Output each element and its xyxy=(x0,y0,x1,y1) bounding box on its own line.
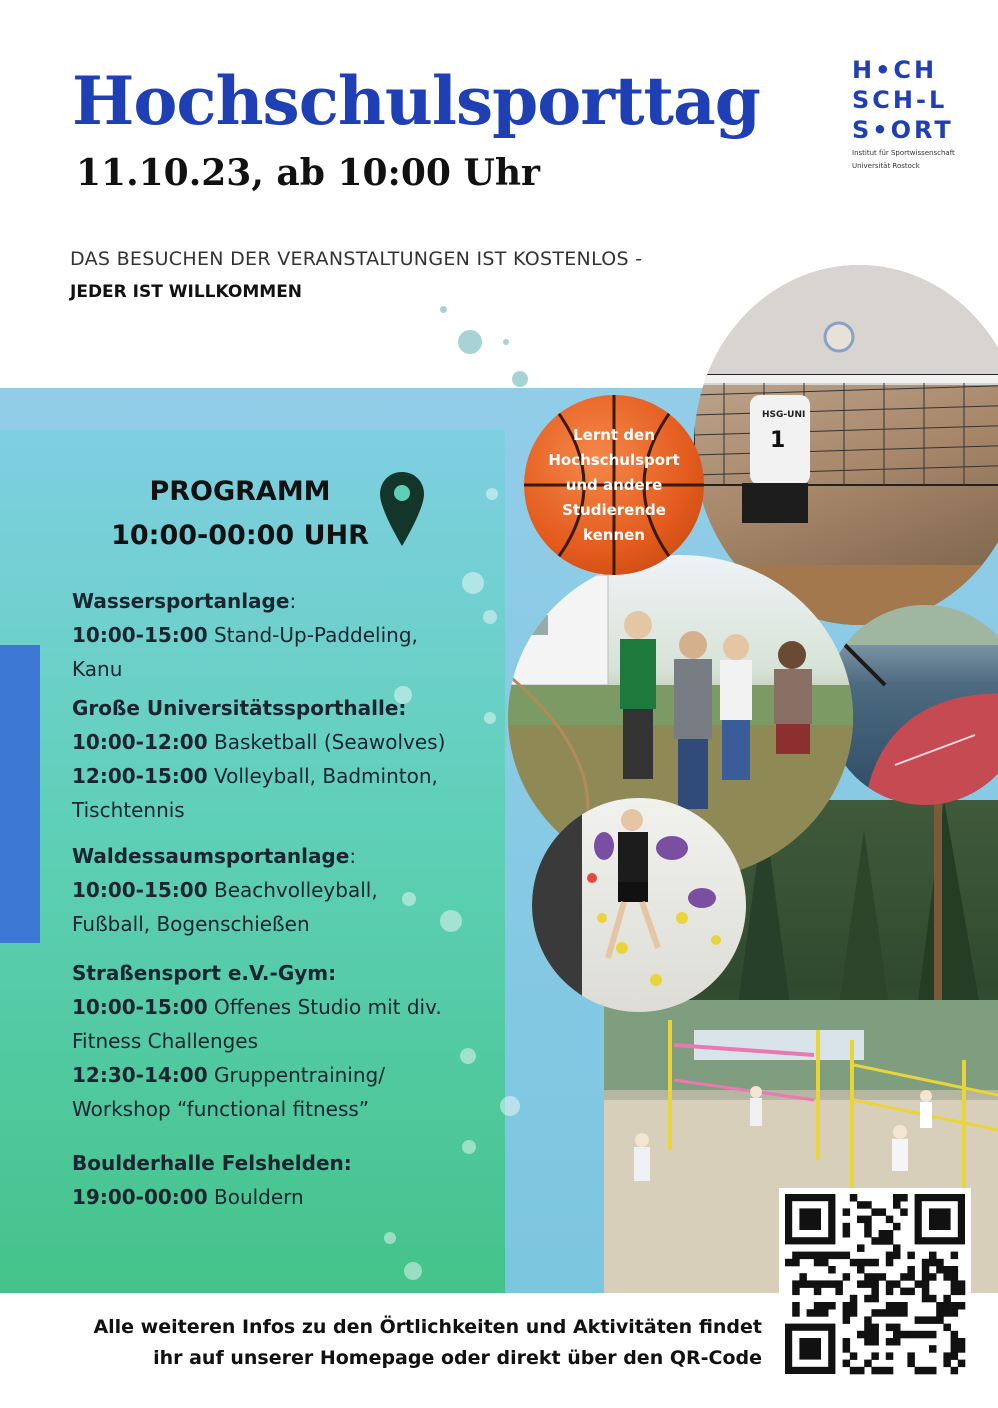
logo-line-1: H•CH xyxy=(852,56,938,84)
entry-time: 12:30-14:00 xyxy=(72,1063,208,1087)
decor-dot xyxy=(384,1232,396,1244)
jersey-number-text: 1 xyxy=(770,428,786,453)
location-suffix: : xyxy=(289,589,297,613)
bouldering-photo xyxy=(532,798,746,1012)
entry-time: 10:00-15:00 xyxy=(72,623,208,647)
schedule-boulderhalle xyxy=(72,1146,492,1214)
location-name: Boulderhalle Felshelden: xyxy=(72,1151,352,1175)
entry-activity-cont: Fußball, Bogenschießen xyxy=(72,912,310,936)
entry-activity: Basketball (Seawolves) xyxy=(207,730,446,754)
schedule-strassensport-gym xyxy=(72,956,492,1126)
logo-line-3: S•ORT xyxy=(852,116,954,144)
entry-activity-cont: Fitness Challenges xyxy=(72,1029,259,1053)
jersey-team-text: HSG-UNI xyxy=(762,410,806,420)
schedule-wassersportanlage xyxy=(72,584,492,686)
program-title: PROGRAMM xyxy=(149,476,331,507)
intro-line-1: DAS BESUCHEN DER VERANSTALTUNGEN IST KOSTENLOS - xyxy=(70,248,643,270)
logo-subtitle-2: Universität Rostock xyxy=(852,162,920,170)
location-pin-icon xyxy=(378,470,426,548)
entry-activity: Gruppentraining/ xyxy=(207,1063,385,1087)
location-name: Waldessaumsportanlage xyxy=(72,844,350,868)
hochschulsport-logo xyxy=(852,55,962,171)
logo-line-2: SCH-L xyxy=(852,86,948,114)
entry-time: 19:00-00:00 xyxy=(72,1185,208,1209)
schedule-waldessaumsportanlage xyxy=(72,839,492,941)
decor-dot xyxy=(458,330,482,354)
decor-dot xyxy=(486,488,498,500)
basketball-slogan: Lernt den Hochschulsport und andere Studierende kennen xyxy=(548,425,680,544)
decor-dot xyxy=(512,371,528,387)
entry-time: 10:00-15:00 xyxy=(72,878,208,902)
basketball-graphic xyxy=(524,395,704,575)
location-name: Straßensport e.V.-Gym: xyxy=(72,961,337,985)
footer-info-line-1: Alle weiteren Infos zu den Örtlichkeiten und Aktivitäten findet xyxy=(93,1316,762,1338)
decor-dot xyxy=(404,1262,422,1280)
event-date: 11.10.23, ab 10:00 Uhr xyxy=(76,152,541,194)
entry-activity: Volleyball, Badminton, xyxy=(207,764,438,788)
schedule-universitaetssporthalle xyxy=(72,691,492,827)
entry-activity: Stand-Up-Paddeling, xyxy=(207,623,418,647)
location-name: Große Universitätssporthalle: xyxy=(72,696,407,720)
entry-activity-cont: Kanu xyxy=(72,657,123,681)
decor-dot xyxy=(500,1096,520,1116)
entry-time: 12:00-15:00 xyxy=(72,764,208,788)
logo-subtitle-1: Institut für Sportwissenschaft xyxy=(852,149,955,157)
accent-stripe xyxy=(0,645,40,943)
entry-activity: Bouldern xyxy=(207,1185,304,1209)
boulder-wall-graphic xyxy=(532,798,746,1012)
event-title: Hochschulsporttag xyxy=(72,62,760,140)
entry-activity-cont: Tischtennis xyxy=(72,798,185,822)
entry-time: 10:00-15:00 xyxy=(72,995,208,1019)
footer-info-line-2: ihr auf unserer Homepage oder direkt über den QR-Code xyxy=(153,1347,762,1369)
entry-activity-cont: Workshop “functional fitness” xyxy=(72,1097,370,1121)
location-name: Wassersportanlage xyxy=(72,589,290,613)
decor-dot xyxy=(503,339,509,345)
program-header xyxy=(100,470,380,558)
entry-activity: Offenes Studio mit div. xyxy=(207,995,442,1019)
entry-time: 10:00-12:00 xyxy=(72,730,208,754)
qr-code[interactable] xyxy=(779,1188,971,1380)
qr-code-pattern-icon xyxy=(779,1188,971,1380)
program-time: 10:00-00:00 UHR xyxy=(111,520,369,551)
entry-activity: Beachvolleyball, xyxy=(207,878,378,902)
location-suffix: : xyxy=(349,844,357,868)
intro-line-2: JEDER IST WILLKOMMEN xyxy=(70,282,303,302)
decor-dot xyxy=(440,306,447,313)
